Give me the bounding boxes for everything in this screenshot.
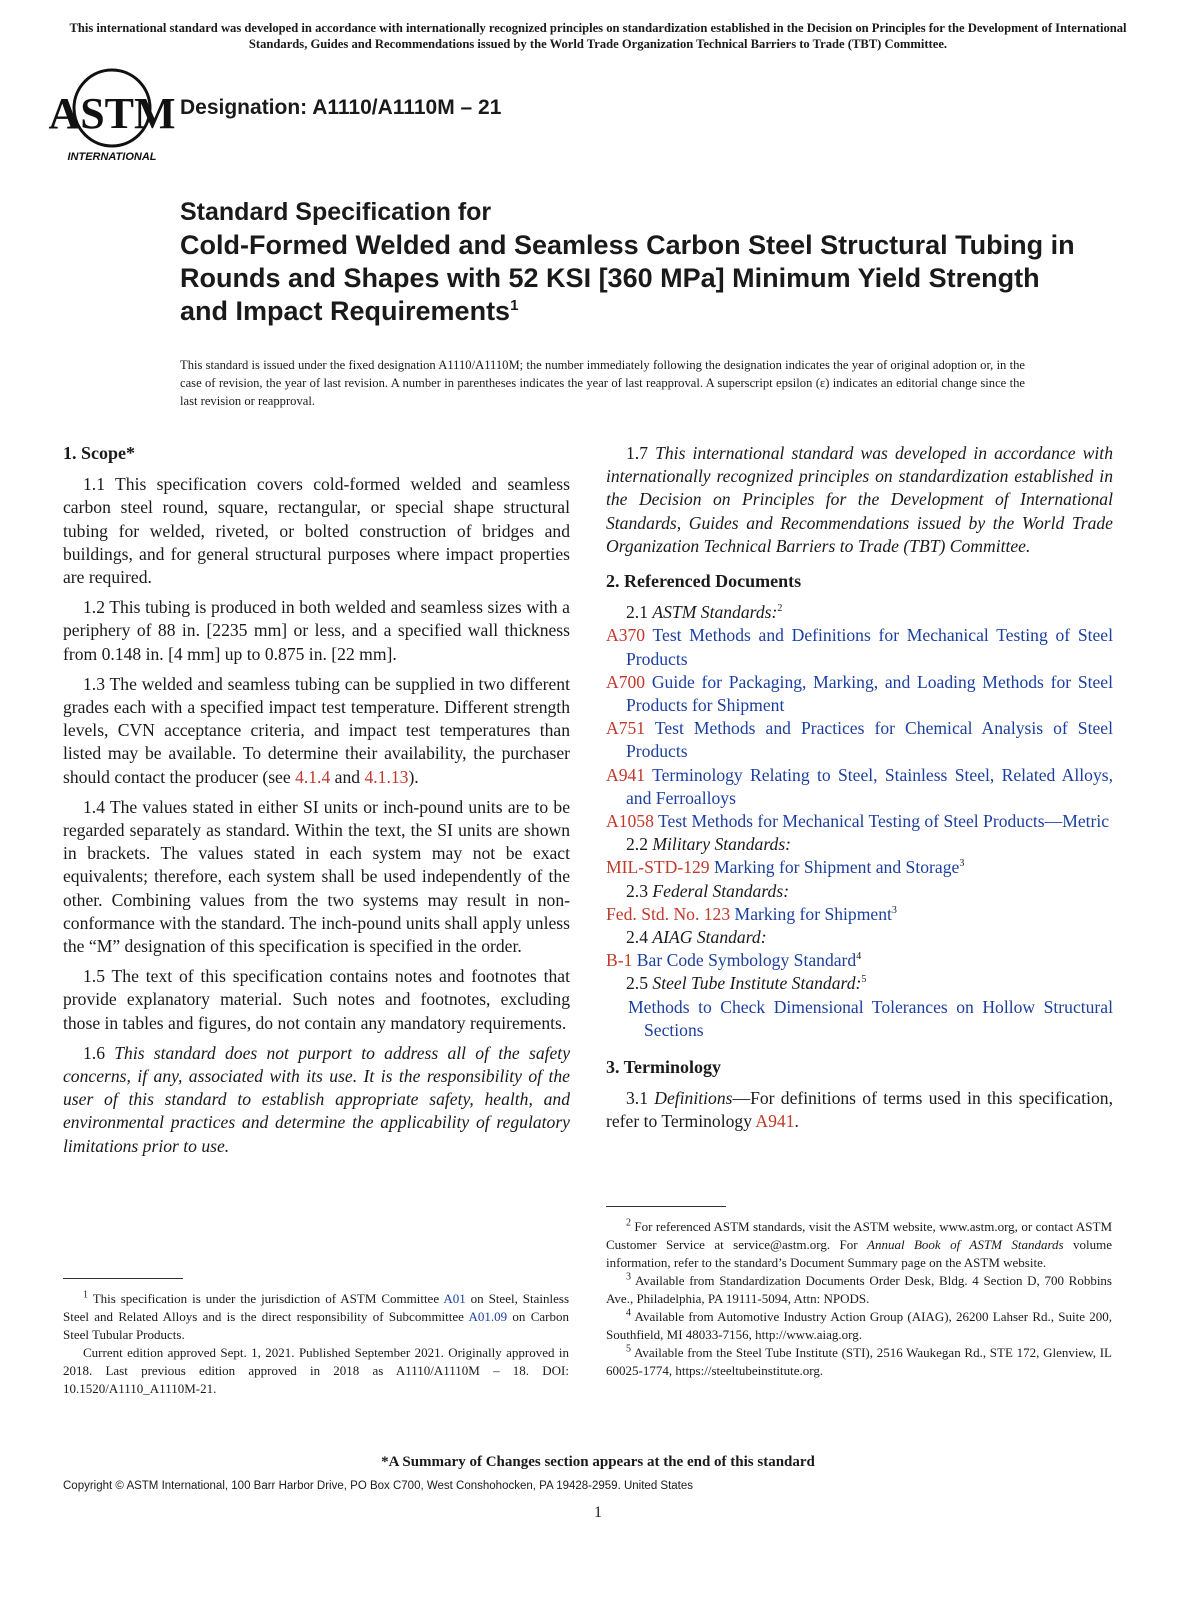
right-column bbox=[606, 442, 1113, 1141]
scope-1-6-num: 1.6 bbox=[83, 1042, 115, 1063]
footnote-2-text-b: volume information, refer to the standard’s Document Summary page on the ASTM website. bbox=[606, 1237, 1113, 1270]
footnote-1-text-a: This specification is under the jurisdiction of ASTM Committee bbox=[88, 1291, 444, 1306]
ref-fed-std-123[interactable] bbox=[606, 903, 1113, 926]
scope-1-7 bbox=[606, 442, 1113, 558]
copyright: Copyright © ASTM International, 100 Barr Harbor Drive, PO Box C700, West Conshohocken, PA 19428-2959. United States bbox=[63, 1480, 694, 1492]
footnote-1-edition: Current edition approved Sept. 1, 2021. Published September 2021. Originally approved in 2018. Last previous edition approved in 2018 as A1110/A1110M – 18. DOI: 10.1520/A1110_A1110M-21. bbox=[63, 1345, 569, 1396]
terminology-end: . bbox=[794, 1111, 799, 1132]
ref-title[interactable]: Guide for Packaging, Marking, and Loading Methods for Steel Products for Shipment bbox=[626, 671, 1113, 716]
ref-sup: 3 bbox=[959, 858, 965, 870]
terminology-definitions: Definitions bbox=[654, 1088, 733, 1109]
footnote-2-mark: 2 bbox=[626, 1217, 631, 1229]
refs-astm-label bbox=[606, 601, 1113, 624]
ref-sup: 3 bbox=[891, 905, 897, 916]
refs-sti-title: Steel Tube Institute Standard: bbox=[652, 973, 862, 994]
ref-code[interactable]: A370 bbox=[606, 625, 646, 646]
scope-1-7-text: This international standard was developed in accordance with internationally recognized principles on standardization established in the Decision on Principles for the Development of International Standards, Guides and Recommendations issued by the World Trade Organization Technical Barriers to Trade (TBT) Committee. bbox=[606, 443, 1113, 556]
page-number: 1 bbox=[594, 1504, 602, 1521]
refs-sti-num: 2.5 bbox=[626, 973, 653, 994]
scope-1-6 bbox=[63, 1042, 570, 1158]
footnote-1-text-c: on Carbon Steel Tubular Products. bbox=[63, 1309, 569, 1342]
scope-1-3-text: 1.3 The welded and seamless tubing can be supplied in two different grades each with a specified impact test temperature. Different strength levels, CVN acceptance criteria, and impact test temperatures than listed may be available. To determine their availability, the purchaser should contact the producer (see bbox=[63, 673, 570, 787]
refs-mil-label bbox=[606, 833, 1113, 856]
refs-sti-sup: 5 bbox=[861, 974, 867, 986]
refs-sti-label bbox=[606, 972, 1113, 995]
ref-title[interactable]: Test Methods and Definitions for Mechanical Testing of Steel Products bbox=[626, 625, 1113, 669]
ref-code[interactable]: Fed. Std. No. 123 bbox=[606, 903, 731, 924]
scope-1-3 bbox=[63, 673, 570, 789]
ref-a370[interactable] bbox=[606, 624, 1113, 670]
refs-astm-title: ASTM Standards: bbox=[652, 602, 778, 623]
refs-fed-label bbox=[606, 880, 1113, 903]
scope-1-1: 1.1 This specification covers cold-formed welded and seamless carbon steel round, square, rectangular, or special shape structural tubing for welded, riveted, or bolted construction of bridges and buildings, and for general structural purposes where impact properties are required. bbox=[63, 474, 570, 588]
scope-1-6-text: This standard does not purport to address all of the safety concerns, if any, associated with its use. It is the responsibility of the user of this standard to establish appropriate safety, health, and environmental practices and determine the applicability of regulatory limitations prior to use. bbox=[63, 1042, 571, 1156]
refs-heading: 2. Referenced Documents bbox=[606, 571, 802, 592]
title-line1: Standard Specification for bbox=[180, 198, 492, 226]
footnote-4 bbox=[606, 1308, 1112, 1344]
footnote-5 bbox=[606, 1344, 1112, 1380]
scope-1-4: 1.4 The values stated in either SI units or inch-pound units are to be regarded separately as standard. Within the text, the SI units are shown in brackets. The values stated in each system may not be exact equivalents; therefore, each system shall be used independently of the other. Combining values from the two systems may result in non-conformance with the standard. The inch-pound units shall apply unless the “M” designation of this specification is specified in the order. bbox=[63, 796, 570, 957]
ref-a700[interactable] bbox=[606, 671, 1113, 717]
footnote-3 bbox=[606, 1272, 1112, 1308]
ref-code[interactable]: B-1 bbox=[606, 950, 633, 971]
link-a941[interactable]: A941 bbox=[755, 1111, 795, 1132]
ref-code[interactable]: A1058 bbox=[606, 811, 654, 832]
footnote-4-text: Available from Automotive Industry Action Group (AIAG), 26200 Lahser Rd., Suite 200, Southfield, MI 48033-7156, http://www.aiag.org. bbox=[606, 1309, 1112, 1342]
footnote-3-text: Available from Standardization Documents Order Desk, Bldg. 4 Section D, 700 Robbins Ave., Philadelphia, PA 19111-5094, Attn: NPODS. bbox=[606, 1273, 1112, 1306]
scope-1-5: 1.5 The text of this specification contains notes and footnotes that provide explanatory material. Such notes and footnotes, excluding those in tables and figures, do not contain any mandatory requirements. bbox=[63, 966, 570, 1033]
link-4-1-4[interactable]: 4.1.4 bbox=[295, 766, 331, 787]
refs-fed-num: 2.3 bbox=[626, 880, 653, 901]
logo-letters: ASTM bbox=[48, 89, 176, 138]
terminology-heading: 3. Terminology bbox=[606, 1057, 722, 1078]
refs-mil-title: Military Standards: bbox=[652, 834, 792, 855]
ref-a941[interactable] bbox=[606, 764, 1113, 810]
footnote-2-text-a: For referenced ASTM standards, visit the ASTM website, www.astm.org, or contact ASTM Customer Service at service@astm.org. For bbox=[606, 1219, 1112, 1252]
ref-title[interactable]: Test Methods for Mechanical Testing of Steel Products—Metric bbox=[653, 811, 1110, 832]
footnotes-left bbox=[63, 1290, 569, 1398]
scope-1-2: 1.2 This tubing is produced in both welded and seamless sizes with a periphery of 88 in. [2235 mm] or less, and a specified wall thickness from 0.148 in. [4 mm] up to 0.875 in. [22 mm]. bbox=[63, 597, 570, 664]
footnote-2-book: Annual Book of ASTM Standards bbox=[867, 1237, 1064, 1252]
footnote-1 bbox=[63, 1290, 569, 1344]
terminology-text: —For definitions of terms used in this specification, refer to Terminology bbox=[606, 1088, 1113, 1132]
ref-title[interactable]: Marking for Shipment bbox=[730, 903, 892, 924]
ref-title[interactable]: Terminology Relating to Steel, Stainless Steel, Related Alloys, and Ferroalloys bbox=[626, 764, 1113, 808]
refs-astm-sup: 2 bbox=[777, 603, 783, 615]
document-title bbox=[180, 196, 1080, 328]
ref-title[interactable]: Test Methods and Practices for Chemical Analysis of Steel Products bbox=[626, 718, 1113, 762]
footnote-rule-right bbox=[606, 1206, 726, 1207]
ref-mil-std-129[interactable] bbox=[606, 856, 1113, 879]
ref-code[interactable]: A700 bbox=[606, 671, 646, 692]
refs-astm-num: 2.1 bbox=[626, 602, 653, 623]
terminology-num: 3.1 bbox=[626, 1088, 655, 1109]
ref-sti-methods[interactable]: Methods to Check Dimensional Tolerances on Hollow Structural Sections bbox=[628, 996, 1113, 1040]
ref-a751[interactable] bbox=[606, 717, 1113, 763]
logo-caption: INTERNATIONAL bbox=[67, 151, 157, 163]
ref-a1058[interactable] bbox=[606, 810, 1113, 833]
link-a01-09[interactable]: A01.09 bbox=[468, 1309, 508, 1324]
footnote-2 bbox=[606, 1218, 1112, 1272]
ref-sup: 4 bbox=[856, 951, 862, 963]
link-4-1-13[interactable]: 4.1.13 bbox=[364, 766, 409, 787]
link-a01[interactable]: A01 bbox=[443, 1291, 466, 1306]
scope-1-3-and: and bbox=[330, 766, 365, 787]
issue-note: This standard is issued under the fixed designation A1110/A1110M; the number immediately following the designation indicates the year of original adoption or, in the case of revision, the year of last revision. A number in parentheses indicates the year of last reapproval. A superscript epsilon (ε) indicates an editorial change since the last revision or reapproval. bbox=[180, 358, 1025, 408]
title-footnote-mark: 1 bbox=[510, 297, 519, 314]
footnote-5-text: Available from the Steel Tube Institute (STI), 2516 Waukegan Rd., STE 172, Glenview, IL 60025-1774, https://steeltubeinstitute.org. bbox=[606, 1345, 1112, 1378]
ref-code[interactable]: A941 bbox=[606, 764, 646, 785]
tbt-banner: This international standard was developed in accordance with internationally recognized principles on standardization established in the Decision on Principles for the Development of International Standards, Guides and Recommendations issued by the World Trade Organization Technical Barriers to Trade (TBT) Committee. bbox=[69, 21, 1127, 51]
summary-of-changes-note: *A Summary of Changes section appears at the end of this standard bbox=[381, 1454, 815, 1470]
left-column bbox=[63, 442, 570, 1165]
ref-code[interactable]: MIL-STD-129 bbox=[606, 857, 710, 878]
ref-title[interactable]: Bar Code Symbology Standard bbox=[632, 950, 857, 971]
astm-logo bbox=[48, 68, 176, 164]
footnote-1-mark: 1 bbox=[83, 1289, 88, 1301]
footnote-4-mark: 4 bbox=[626, 1307, 631, 1319]
ref-title[interactable]: Marking for Shipment and Storage bbox=[709, 857, 960, 878]
refs-aiag-num: 2.4 bbox=[626, 927, 653, 948]
footnote-rule-left bbox=[63, 1278, 183, 1279]
refs-aiag-label bbox=[606, 926, 1113, 949]
footnote-5-mark: 5 bbox=[626, 1343, 631, 1355]
footnote-1-text-b: on Steel, Stainless Steel and Related Alloys and is the direct responsibility of Subcommittee bbox=[63, 1291, 569, 1324]
designation: Designation: A1110/A1110M – 21 bbox=[180, 96, 502, 119]
ref-code[interactable]: A751 bbox=[606, 718, 646, 739]
footnotes-right bbox=[606, 1218, 1112, 1380]
terminology-3-1 bbox=[606, 1087, 1113, 1133]
refs-aiag-title: AIAG Standard: bbox=[652, 927, 767, 948]
scope-1-3-end: ). bbox=[408, 766, 419, 787]
title-line2: Cold-Formed Welded and Seamless Carbon Steel Structural Tubing in Rounds and Shapes with 52 KSI [360 MPa] Minimum Yield Strength and Impact Requirements bbox=[180, 230, 1075, 326]
scope-1-7-num: 1.7 bbox=[626, 443, 656, 463]
refs-fed-title: Federal Standards: bbox=[652, 880, 790, 901]
ref-b-1[interactable] bbox=[606, 949, 1113, 972]
footnote-3-mark: 3 bbox=[626, 1271, 631, 1283]
scope-heading: 1. Scope* bbox=[63, 443, 135, 463]
refs-mil-num: 2.2 bbox=[626, 834, 653, 855]
